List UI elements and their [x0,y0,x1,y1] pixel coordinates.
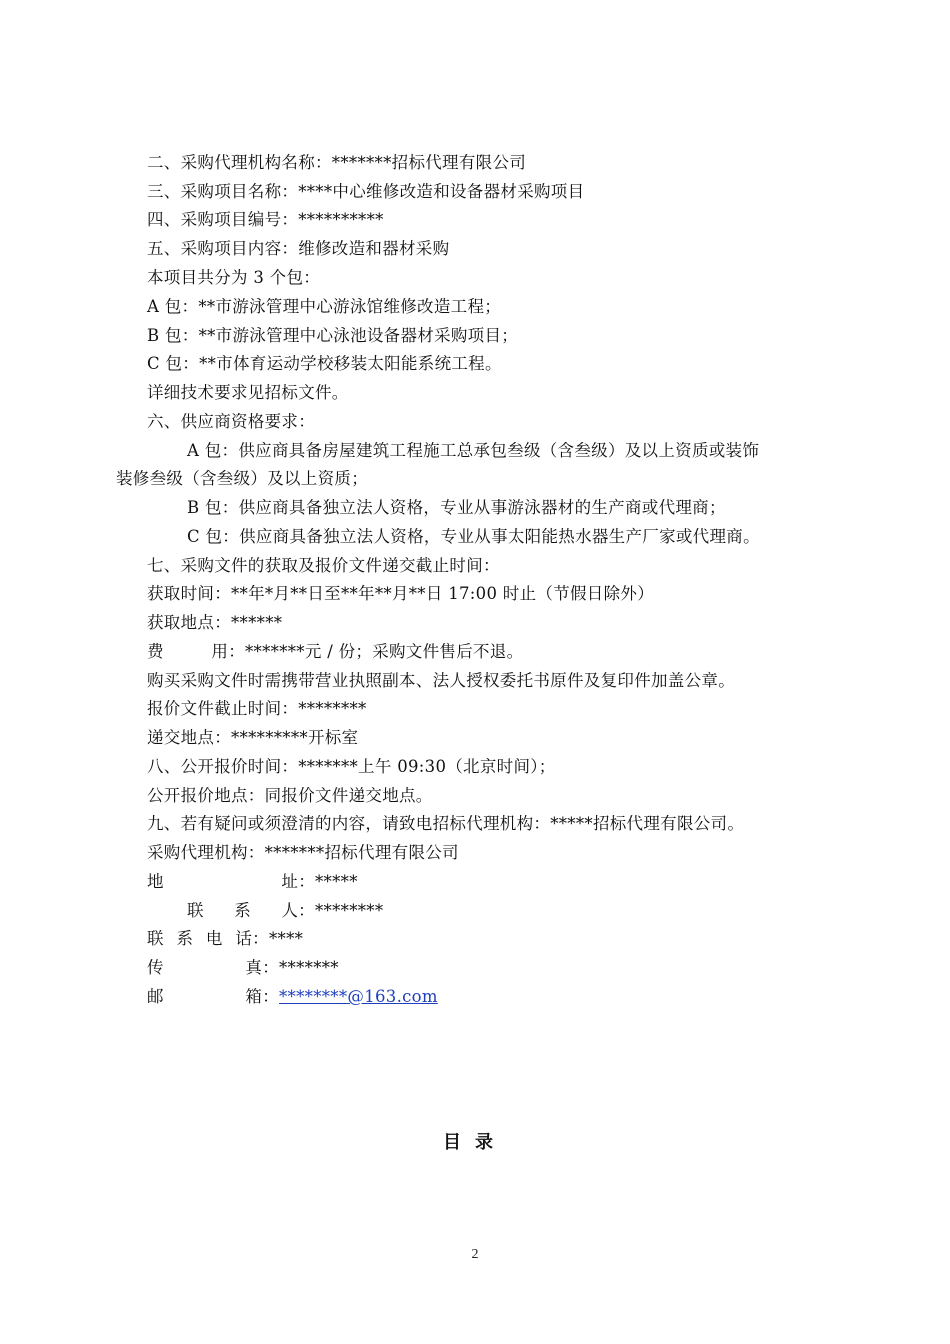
fee-label [147,641,245,663]
contact-label-part: 系 [234,901,251,920]
contact-person-line [187,900,383,922]
purchase-requirements-line: 购买采购文件时需携带营业执照副本、法人授权委托书原件及复印件加盖公章。 [147,671,735,690]
qualification-a-line-2: 装修叁级（含叁级）及以上资质； [116,469,368,488]
docs-heading: 七、采购文件的获取及报价文件递交截止时间： [147,556,500,575]
qualification-a-line-1: A 包：供应商具备房屋建筑工程施工总承包叁级（含叁级）及以上资质或装饰 [187,441,760,460]
fax-label-part: 传 [147,958,164,977]
package-c-line: C 包：**市体育运动学校移装太阳能系统工程。 [147,354,502,373]
contact-label-part: 人： [281,901,315,920]
phone-label-part: 系 [176,929,194,948]
fax-value: ******* [279,958,339,977]
phone-label [147,928,269,950]
fax-label-part: 真： [245,958,279,977]
packages-intro-line: 本项目共分为 3 个包： [147,268,321,287]
page-number: 2 [471,1247,479,1262]
fee-value: *******元 / 份；采购文件售后不退。 [245,642,524,661]
phone-value: **** [269,929,304,948]
fax-line [147,957,339,979]
submit-place-line: 递交地点：*********开标室 [147,728,359,747]
qualification-c-line: C 包：供应商具备独立法人资格，专业从事太阳能热水器生产厂家或代理商。 [187,527,760,546]
email-label [147,986,279,1008]
email-label-part: 箱： [245,987,279,1006]
package-a-line: A 包：**市游泳管理中心游泳馆维修改造工程； [147,297,502,316]
contact-person-label [187,900,315,922]
toc-title: 目录 [443,1132,507,1153]
address-label-part: 址： [281,872,315,891]
qualification-heading: 六、供应商资格要求： [147,412,315,431]
phone-label-part: 电 [205,929,223,948]
email-line [147,986,438,1008]
opening-time-line: 八、公开报价时间：*******上午 09:30（北京时间）； [147,757,556,776]
project-name-line: 三、采购项目名称：****中心维修改造和设备器材采购项目 [147,182,585,201]
opening-place-line: 公开报价地点：同报价文件递交地点。 [147,786,433,805]
email-link[interactable]: ********@163.com [279,987,438,1006]
project-content-line: 五、采购项目内容：维修改造和器材采购 [147,239,450,258]
fee-label-part: 用： [211,642,245,661]
fax-label [147,957,279,979]
phone-line [147,928,303,950]
phone-label-part: 话： [235,929,269,948]
contact-person-value: ******** [315,901,384,920]
qualification-b-line: B 包：供应商具备独立法人资格，专业从事游泳器材的生产商或代理商； [187,498,726,517]
fee-label-part: 费 [147,642,164,661]
phone-label-part: 联 [147,929,164,948]
obtain-time-line: 获取时间：**年*月**日至**年**月**日 17:00 时止（节假日除外） [147,584,654,603]
fee-line [147,641,523,663]
address-label [147,871,315,893]
obtain-place-line: 获取地点：****** [147,613,283,632]
agency-contact-line: 采购代理机构：*******招标代理有限公司 [147,843,459,862]
details-note-line: 详细技术要求见招标文件。 [147,383,349,402]
inquiry-line: 九、若有疑问或须澄清的内容，请致电招标代理机构：*****招标代理有限公司。 [147,814,745,833]
address-label-part: 地 [147,872,164,891]
package-b-line: B 包：**市游泳管理中心泳池设备器材采购项目； [147,326,519,345]
contact-label-part: 联 [187,901,204,920]
deadline-line: 报价文件截止时间：******** [147,699,367,718]
agency-name-line: 二、采购代理机构名称：*******招标代理有限公司 [147,153,527,172]
address-line [147,871,358,893]
email-label-part: 邮 [147,987,164,1006]
address-value: ***** [315,872,358,891]
project-number-line: 四、采购项目编号：********** [147,210,384,229]
